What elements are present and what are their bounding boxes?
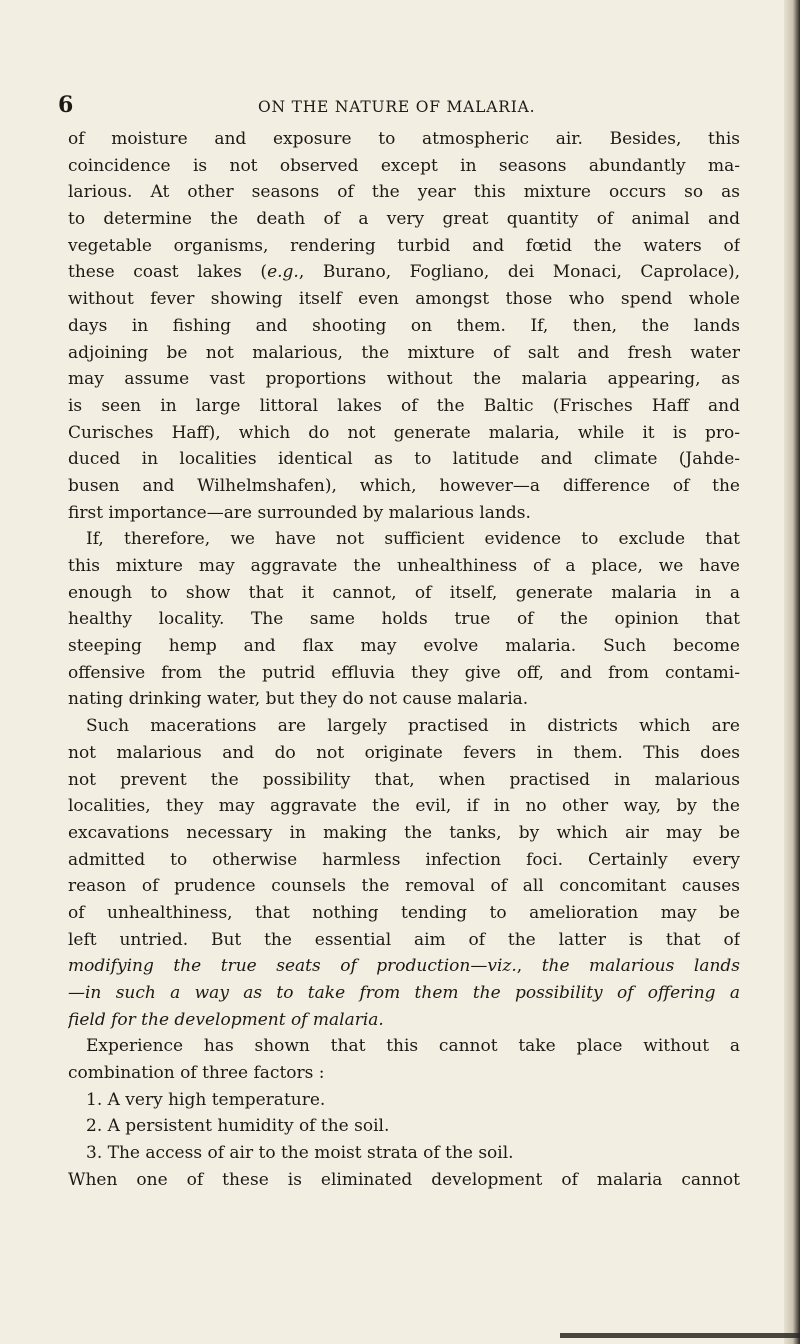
text-segment: reason of prudence counsels the removal of all concomitant causes (68, 876, 740, 897)
text-line (68, 393, 740, 420)
text-segment: not malarious and do not originate fevers in them. This does (68, 742, 740, 763)
text-line (68, 580, 740, 607)
text-segment: — (470, 956, 488, 977)
text-segment: these coast lakes ( (68, 262, 268, 283)
text-segment: localities, they may aggravate the evil, if in no other way, by the (68, 796, 740, 817)
text-line (68, 927, 740, 954)
text-line (68, 1140, 740, 1167)
text-line (68, 286, 740, 313)
text-line (68, 1007, 740, 1034)
text-segment: larious. At other seasons of the year this mixture occurs so as (68, 182, 740, 203)
text-segment: If, therefore, we have not sufficient evidence to exclude that (86, 529, 740, 550)
page-edge-shadow (784, 0, 800, 1344)
text-line (68, 1167, 740, 1194)
italic-text: viz. (487, 956, 517, 977)
text-line (68, 767, 740, 794)
text-line (68, 473, 740, 500)
text-segment: busen and Wilhelmshafen), which, however—a difference of the (68, 475, 740, 496)
text-line (68, 420, 740, 447)
text-segment: , Burano, Fogliano, dei Monaci, Caprolace), (298, 262, 740, 283)
text-line (68, 126, 740, 153)
text-line (68, 1033, 740, 1060)
text-segment: combination of three factors : (68, 1063, 325, 1084)
text-segment: adjoining be not malarious, the mixture of salt and fresh water (68, 342, 740, 363)
text-segment: 3. The access of air to the moist strata of the soil. (86, 1143, 514, 1164)
text-segment: coincidence is not observed except in seasons abundantly ma- (68, 155, 740, 176)
text-segment: may assume vast proportions without the malaria appearing, as (68, 369, 740, 390)
text-line (68, 553, 740, 580)
text-line (68, 660, 740, 687)
text-line (68, 606, 740, 633)
text-line (68, 206, 740, 233)
text-segment: offensive from the putrid effluvia they give off, and from contami- (68, 662, 740, 683)
text-line (68, 633, 740, 660)
text-segment: duced in localities identical as to latitude and climate (Jahde- (68, 449, 740, 470)
text-line (68, 500, 740, 527)
text-segment: Such macerations are largely practised in districts which are (86, 716, 740, 737)
text-line (68, 1113, 740, 1140)
text-segment: first importance—are surrounded by malarious lands. (68, 502, 531, 523)
text-line (68, 793, 740, 820)
italic-text: e.g. (267, 262, 299, 283)
text-segment: Curisches Haff), which do not generate malaria, while it is pro- (68, 422, 740, 443)
running-head: ON THE NATURE OF MALARIA. (258, 98, 536, 116)
text-line (68, 953, 740, 980)
text-segment: , (516, 956, 542, 977)
text-line (68, 259, 740, 286)
text-line (68, 340, 740, 367)
text-line (68, 313, 740, 340)
text-segment: to determine the death of a very great quantity of animal and (68, 209, 740, 230)
text-segment: excavations necessary in making the tanks, by which air may be (68, 822, 740, 843)
text-line (68, 740, 740, 767)
text-segment: enough to show that it cannot, of itself, generate malaria in a (68, 582, 740, 603)
text-line (68, 847, 740, 874)
bottom-edge-mark (560, 1333, 800, 1338)
italic-text: field for the development of malaria. (68, 1009, 384, 1030)
text-segment: without fever showing itself even amongst those who spend whole (68, 289, 740, 310)
italic-text: modifying the true seats of production (68, 956, 471, 977)
text-segment: admitted to otherwise harmless infection foci. Certainly every (68, 849, 740, 870)
text-segment: of unhealthiness, that nothing tending to amelioration may be (68, 902, 740, 923)
text-segment: healthy locality. The same holds true of the opinion that (68, 609, 740, 630)
text-segment: of moisture and exposure to atmospheric air. Besides, this (68, 129, 740, 149)
text-line (68, 233, 740, 260)
text-line (68, 980, 740, 1007)
text-line (68, 900, 740, 927)
text-line (68, 713, 740, 740)
text-line (68, 1087, 740, 1114)
text-segment: steeping hemp and flax may evolve malaria. Such become (68, 636, 740, 657)
text-line (68, 179, 740, 206)
text-segment: not prevent the possibility that, when practised in malarious (68, 769, 740, 790)
body-text (68, 126, 740, 1194)
text-line (68, 1060, 740, 1087)
italic-text: —in such a way as to take from them the possibility of offering a (68, 983, 740, 1003)
text-segment: Experience has shown that this cannot take place without a (86, 1036, 740, 1057)
page-header (58, 92, 758, 122)
text-line (68, 526, 740, 553)
text-line (68, 446, 740, 473)
text-segment: left untried. But the essential aim of the latter is that of (68, 929, 740, 950)
text-line (68, 366, 740, 393)
text-segment: days in fishing and shooting on them. If, then, the lands (68, 315, 740, 336)
text-line (68, 873, 740, 900)
text-segment: this mixture may aggravate the unhealthiness of a place, we have (68, 556, 740, 576)
text-segment: vegetable organisms, rendering turbid and fœtid the waters of (68, 235, 740, 256)
text-segment: 2. A persistent humidity of the soil. (86, 1116, 390, 1137)
text-line (68, 153, 740, 180)
text-segment: is seen in large littoral lakes of the Baltic (Frisches Haff and (68, 395, 740, 416)
italic-text: the malarious lands (541, 956, 740, 977)
page-number: 6 (58, 92, 74, 118)
text-line (68, 820, 740, 847)
text-segment: nating drinking water, but they do not cause malaria. (68, 689, 529, 710)
text-segment: 1. A very high temperature. (86, 1089, 326, 1110)
text-line (68, 686, 740, 713)
text-segment: When one of these is eliminated development of malaria cannot (68, 1169, 740, 1190)
